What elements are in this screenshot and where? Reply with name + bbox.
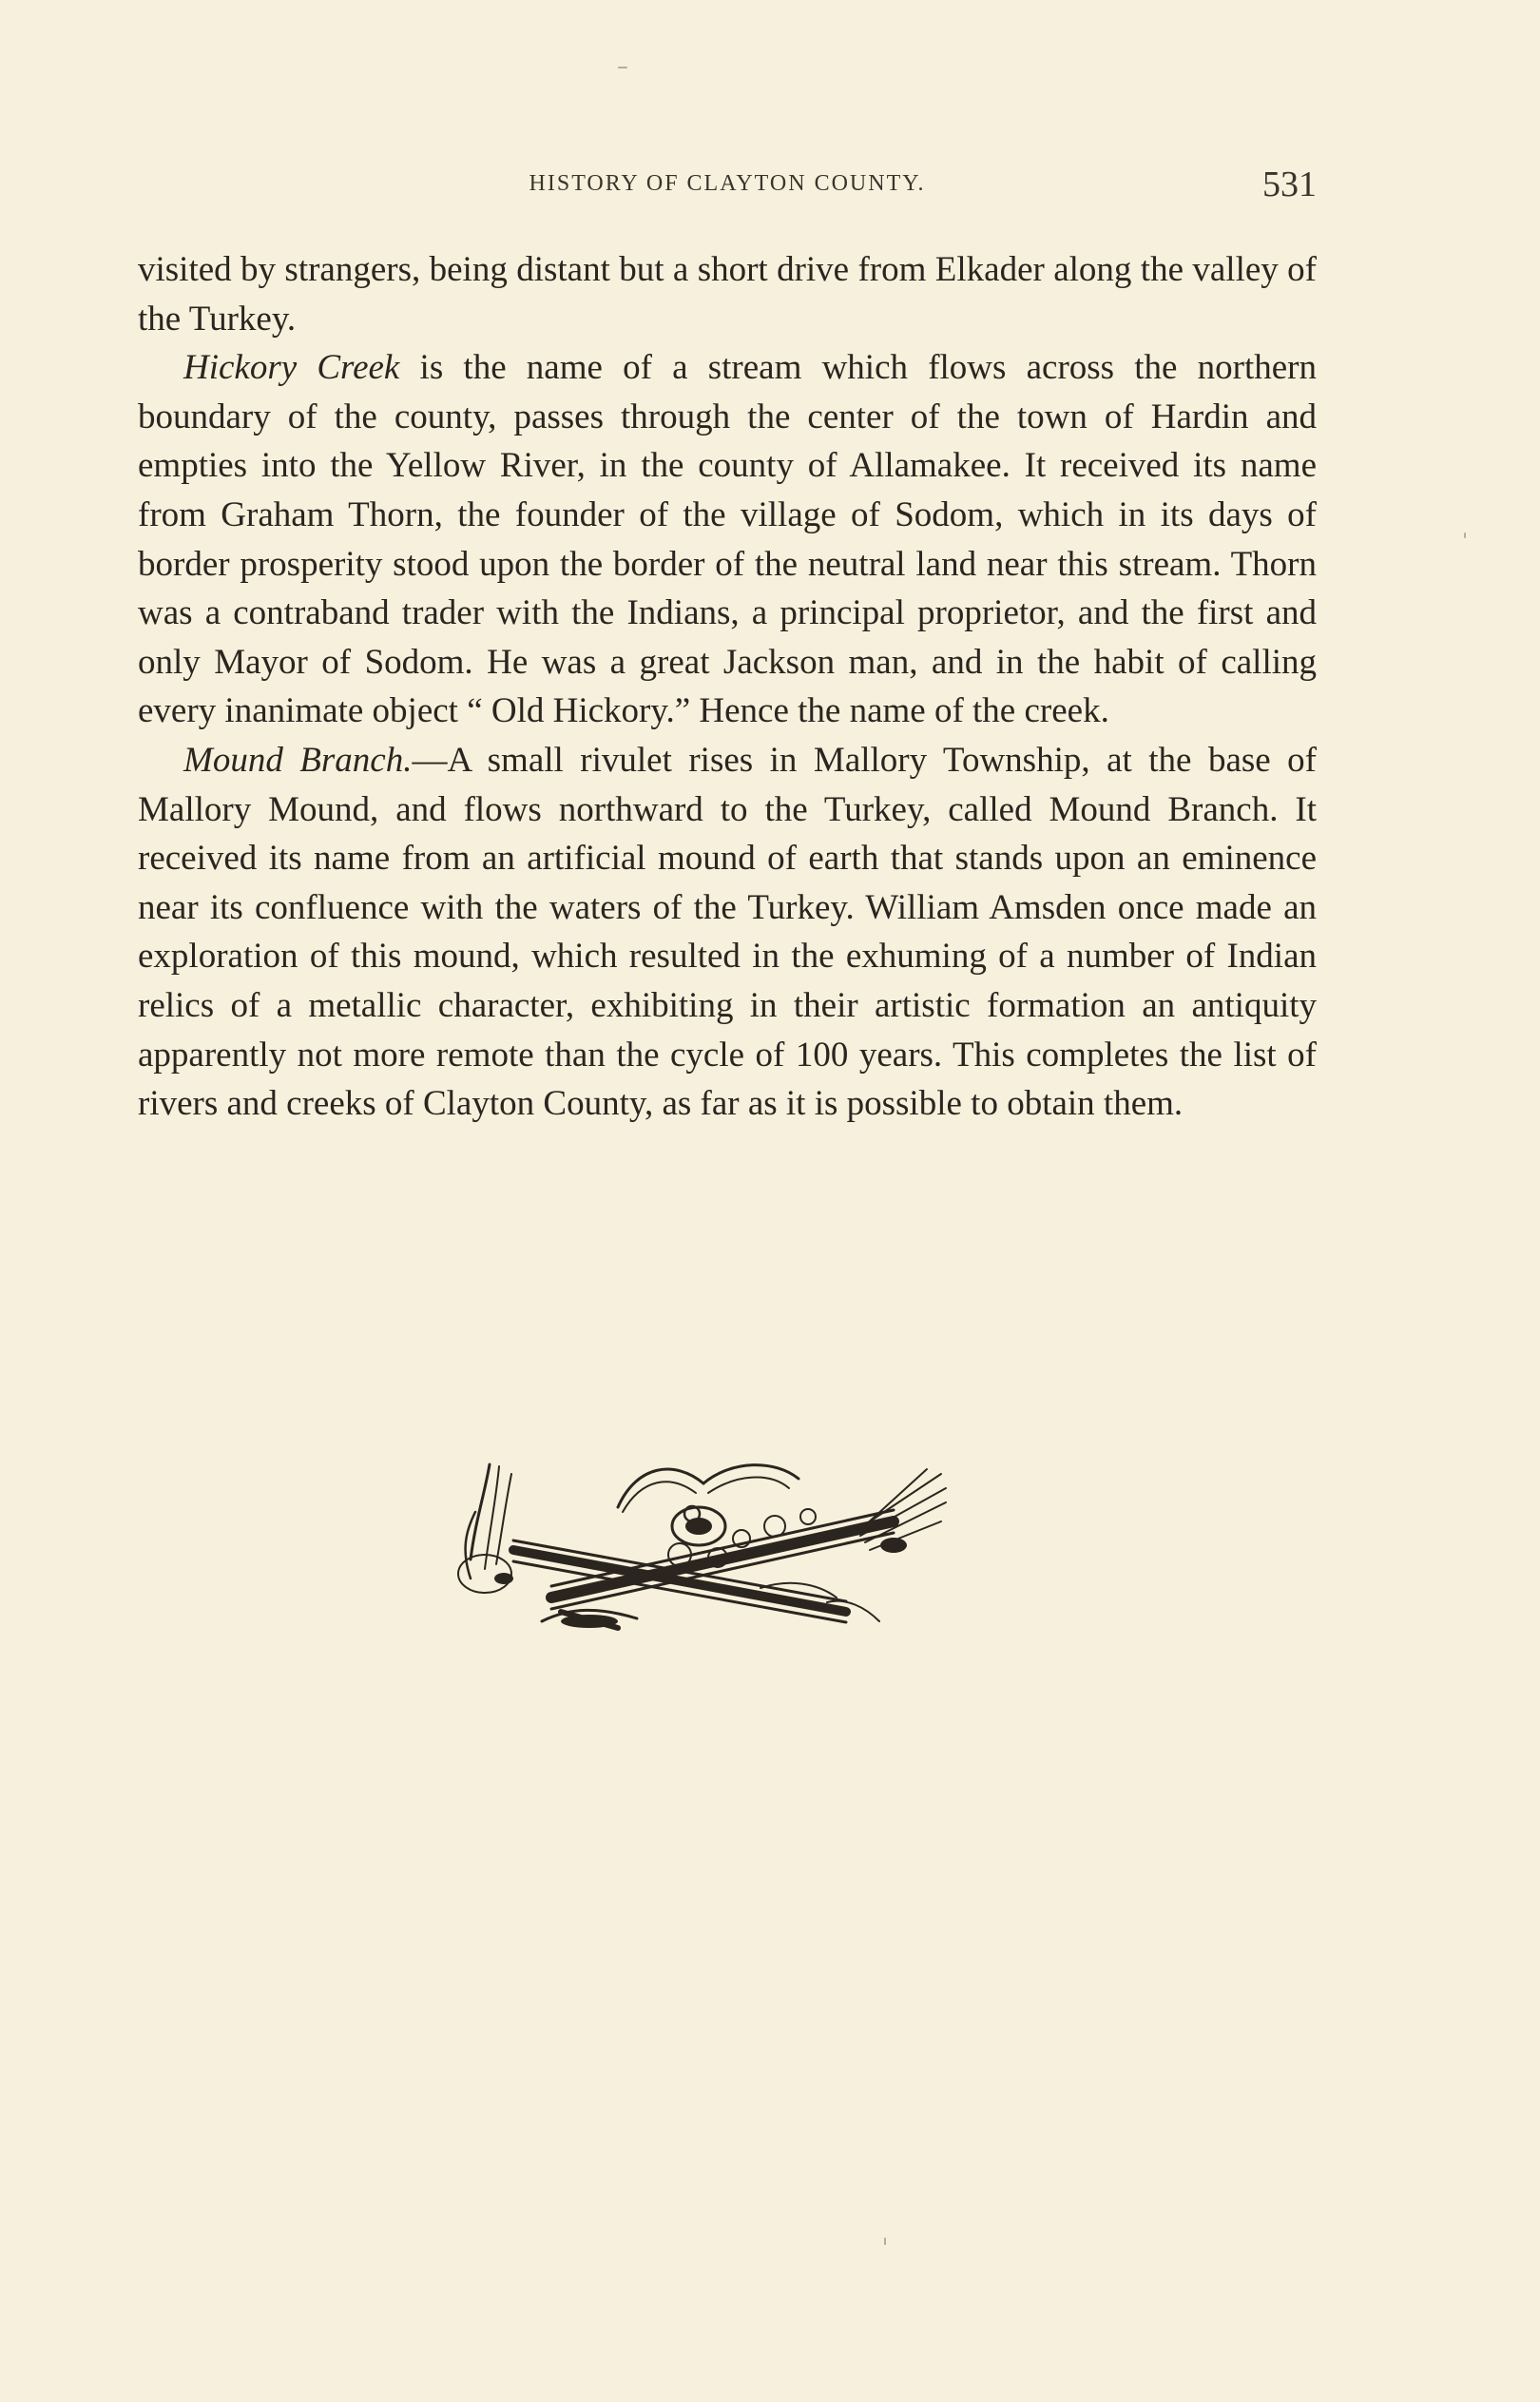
paper-speck	[618, 67, 627, 68]
eagle-fasces-ornament-icon	[447, 1455, 951, 1636]
page-number: 531	[1262, 165, 1317, 204]
hickory-creek-heading: Hickory Creek	[183, 348, 400, 388]
paper-speck	[1464, 533, 1466, 538]
paragraph-mound-branch	[138, 736, 1317, 1129]
running-title: HISTORY OF CLAYTON COUNTY.	[529, 171, 926, 196]
mound-branch-text: —A small rivulet rises in Mallory Township, at the base of Mallory Mound, and flows northward to the Turkey, called Mound Branch. It received its name from an artificial mound of earth that stands upon an eminence near its confluence with the waters of the Turkey. William Amsden once made an exploration of this mound, which resulted in the exhuming of a number of Indian relics of a metallic character, exhibiting in their artistic formation an antiquity apparently not more remote than the cycle of 100 years. This completes the list of rivers and creeks of Clayton County, as far as it is possible to obtain them.	[138, 740, 1317, 1124]
paragraph-1-text: visited by strangers, being distant but a short drive from Elkader along the valley of the Turkey.	[138, 250, 1317, 339]
paragraph-hickory-creek	[138, 343, 1317, 736]
paper-speck	[884, 2237, 886, 2245]
mound-branch-heading: Mound Branch.	[183, 740, 413, 780]
paragraph-1	[138, 245, 1317, 343]
hickory-creek-text: is the name of a stream which flows across the northern boundary of the county, passes through the center of the town of Hardin and empties into the Yellow River, in the county of Allamakee. It received its name from Graham Thorn, the founder of the village of Sodom, which in its days of border prosperity stood upon the border of the neutral land near this stream. Thorn was a contraband trader with the Indians, a principal proprietor, and the first and only Mayor of Sodom. He was a great Jackson man, and in the habit of calling every inanimate object “ Old Hickory.” Hence the name of the creek.	[138, 348, 1318, 731]
body-text	[138, 245, 1317, 1129]
page-header	[138, 164, 1317, 211]
